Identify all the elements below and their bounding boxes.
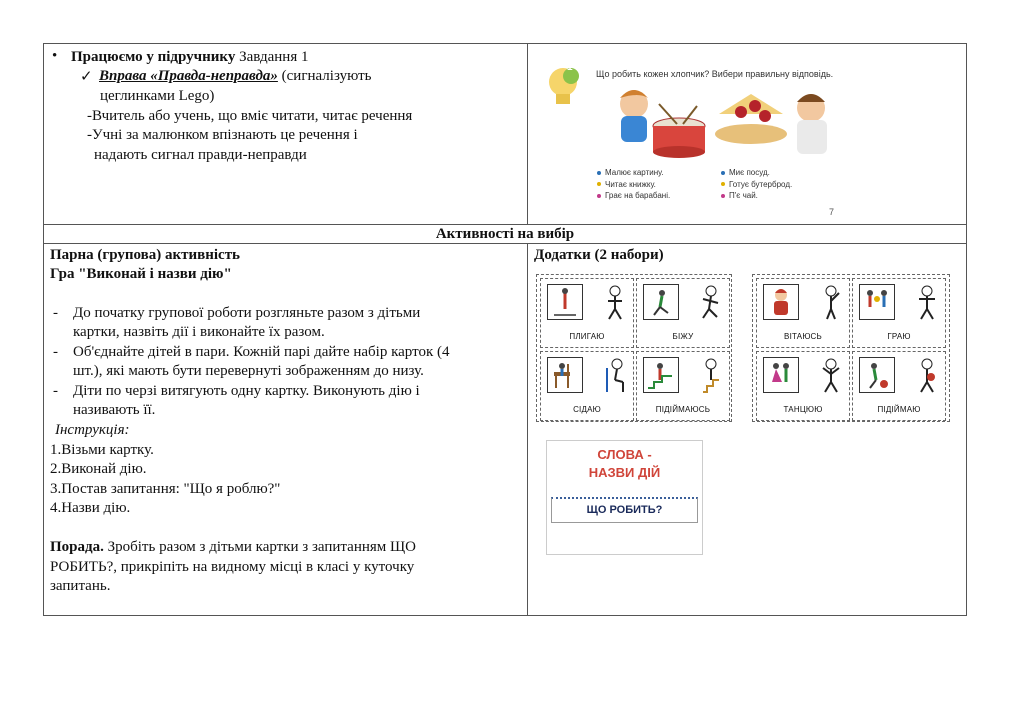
poster-title-line2: НАЗВИ ДІЙ — [588, 465, 661, 480]
card-label: ПІДІЙМАЮ — [877, 405, 921, 414]
card-label: БІЖУ — [672, 332, 694, 341]
game-heading: Гра "Виконай і назви дію" — [50, 266, 232, 282]
row1-dash2a: -Учні за малюнком впізнають це речення і — [87, 127, 358, 143]
column-divider-top — [527, 44, 528, 224]
stick-figure-icon — [605, 285, 625, 321]
action-card — [540, 351, 634, 421]
option-dot — [597, 194, 601, 198]
poster-question-box — [551, 497, 698, 523]
card-label: СІДАЮ — [573, 405, 601, 414]
action-card — [852, 351, 946, 421]
appendix-heading: Додатки (2 набори) — [534, 247, 664, 263]
boy-sandwich-picture — [711, 82, 841, 162]
stick-figure-icon — [701, 358, 721, 394]
option-dot — [721, 194, 725, 198]
step-3: 3.Постав запитання: "Що я роблю?" — [50, 481, 281, 497]
list-dash: - — [53, 305, 58, 321]
list-dash: - — [53, 344, 58, 360]
list-dash: - — [53, 383, 58, 399]
option-item: Малює картину. — [597, 167, 670, 179]
card-picture — [859, 284, 895, 320]
action-card — [636, 351, 730, 421]
right-options — [721, 167, 792, 202]
card-picture — [763, 284, 799, 320]
list-item-3b: називають її. — [73, 402, 156, 418]
checkmark-icon: ✓ — [80, 69, 93, 85]
action-card — [756, 351, 850, 421]
option-dot — [597, 182, 601, 186]
exercise-note: (сигналізують — [277, 68, 372, 84]
stick-figure-icon — [917, 358, 937, 394]
card-picture — [547, 357, 583, 393]
bullet-rest-text: Завдання 1 — [235, 49, 309, 65]
left-options — [597, 167, 670, 202]
option-item: Грає на барабані. — [597, 190, 670, 202]
card-set-2 — [752, 274, 950, 422]
poster-question: ЩО РОБИТЬ? — [586, 504, 663, 516]
option-item: Миє посуд. — [721, 167, 792, 179]
bullet-dot: • — [52, 48, 58, 64]
page-number: 7 — [829, 207, 835, 217]
poster-title-line1: СЛОВА - — [597, 447, 652, 462]
card-label: ТАНЦЮЮ — [783, 405, 823, 414]
card-label: ВІТАЮСЬ — [784, 332, 822, 341]
step-1: 1.Візьми картку. — [50, 442, 154, 458]
list-item-2b: шт.), які мають бути перевернуті зображенням до низу. — [73, 363, 424, 379]
row1-check-line — [99, 67, 371, 87]
task-number: 1 — [567, 62, 573, 73]
card-label: ПІДІЙМАЮСЬ — [655, 405, 711, 414]
option-item: П'є чай. — [721, 190, 792, 202]
tip-label: Порада. — [50, 539, 104, 555]
list-item-2a: Об'єднайте дітей в пари. Кожній парі дайте набір карток (4 — [73, 344, 450, 360]
action-card — [540, 278, 634, 348]
section-title: Активності на вибір — [435, 226, 575, 242]
activity-heading: Парна (групова) активність — [50, 247, 240, 263]
lightbulb-icon — [543, 64, 583, 108]
card-set-1 — [536, 274, 732, 422]
list-item-1b: картки, назвіть дії і виконайте їх разом. — [73, 324, 325, 340]
stick-figure-icon — [701, 285, 721, 321]
list-item-3a: Діти по черзі витягують одну картку. Виконують дію і — [73, 383, 420, 399]
option-dot — [597, 171, 601, 175]
action-card — [756, 278, 850, 348]
question-poster — [546, 440, 703, 555]
bullet-bold-text: Працюємо у підручнику — [71, 49, 236, 65]
row1-dash2b: надають сигнал правди-неправди — [94, 147, 307, 163]
row1-dash1: -Вчитель або учень, що вміє читати, читає речення — [87, 108, 413, 124]
option-item: Читає книжку. — [597, 179, 670, 191]
option-dot — [721, 171, 725, 175]
option-item: Готує бутерброд. — [721, 179, 792, 191]
lesson-table — [43, 43, 967, 616]
card-picture — [763, 357, 799, 393]
action-card — [636, 278, 730, 348]
stick-figure-icon — [917, 285, 937, 321]
tip-line-2: РОБИТЬ?, прикріпіть на видному місці в класі у куточку — [50, 559, 415, 575]
card-picture — [547, 284, 583, 320]
boy-drum-picture — [599, 84, 709, 164]
stick-figure-icon — [821, 285, 841, 321]
task-question: Що робить кожен хлопчик? Вибери правильну відповідь. — [596, 69, 834, 79]
card-picture — [643, 357, 679, 393]
stick-figure-icon — [605, 358, 625, 394]
card-label: ГРАЮ — [887, 332, 911, 341]
card-picture — [859, 357, 895, 393]
textbook-illustration — [539, 54, 949, 219]
tip-line-3: запитань. — [50, 578, 111, 594]
option-dot — [721, 182, 725, 186]
row1-check-line2: цеглинками Lego) — [100, 88, 215, 104]
step-4: 4.Назви дію. — [50, 500, 131, 516]
stick-figure-icon — [821, 358, 841, 394]
exercise-name: Вправа «Правда-неправда» — [99, 68, 278, 84]
action-card — [852, 278, 946, 348]
instruction-title: Інструкція: — [55, 422, 130, 438]
row1-bullet-line — [71, 48, 308, 68]
list-item-1a: До початку групової роботи розгляньте разом з дітьми — [73, 305, 421, 321]
tip-line-1: Порада. Зробіть разом з дітьми картки з запитанням ЩО — [50, 539, 416, 555]
card-picture — [643, 284, 679, 320]
step-2: 2.Виконай дію. — [50, 461, 147, 477]
card-label: ПЛИГАЮ — [569, 332, 605, 341]
column-divider-bottom — [527, 243, 528, 615]
